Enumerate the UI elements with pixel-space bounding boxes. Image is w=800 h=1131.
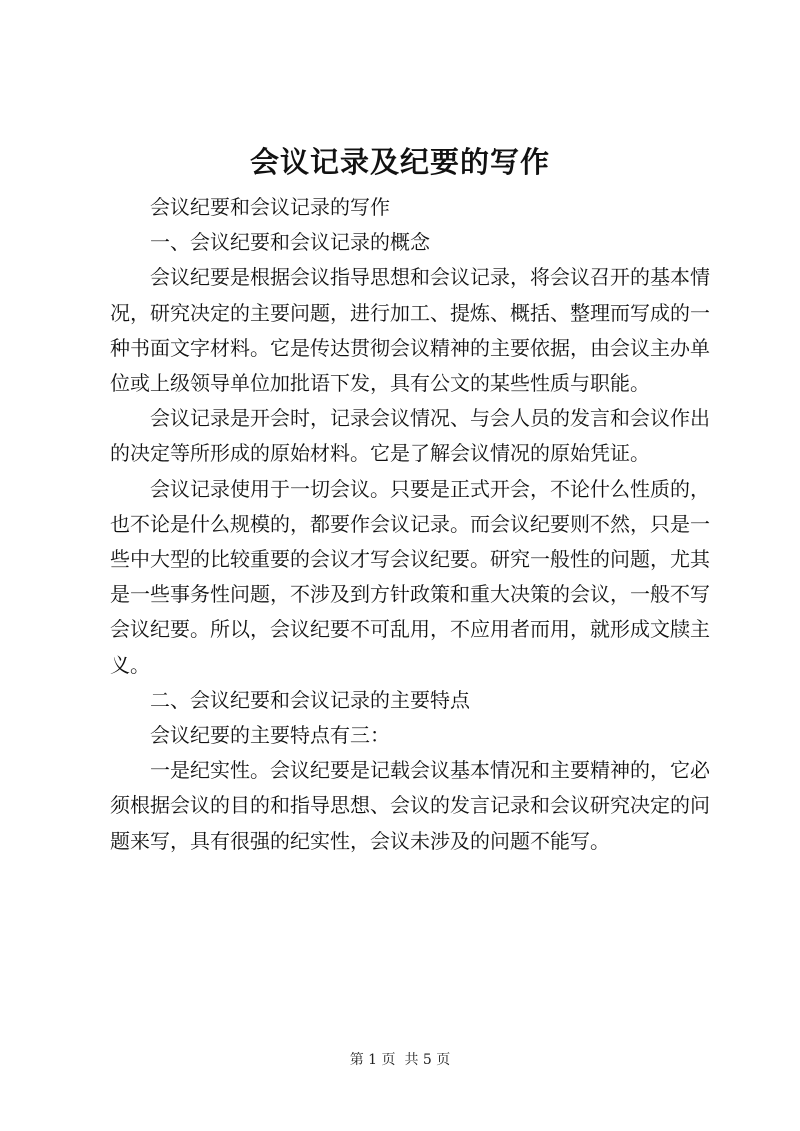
page-number: 第 1 页 共 5 页 — [349, 1052, 451, 1068]
paragraph-features-intro: 会议纪要的主要特点有三： — [150, 723, 390, 748]
document-body — [110, 190, 710, 859]
paragraph-usage: 会议记录使用于一切会议。只要是正式开会，不论什么性质的，也不论是什么规模的，都要作会议记录。而会议纪要则不然，只是一些中大型的比较重要的会议才写会议纪要。研究一般性的问题，尤其是一些事务性问题，不涉及到方针政策和重大决策的会议，一般不写会议纪要。所以，会议纪要不可乱用，不应用者而用，就形成文牍主义。 — [110, 476, 710, 677]
section-heading-1: 一、会议纪要和会议记录的概念 — [150, 230, 430, 255]
paragraph-definition-minutes-summary: 会议纪要是根据会议指导思想和会议记录，将会议召开的基本情况，研究决定的主要问题，进行加工、提炼、概括、整理而写成的一种书面文字材料。它是传达贯彻会议精神的主要依据，由会议主办单位或上级领导单位加批语下发，具有公文的某些性质与职能。 — [110, 265, 710, 396]
paragraph-subtitle: 会议纪要和会议记录的写作 — [150, 195, 390, 219]
section-heading-2: 二、会议纪要和会议记录的主要特点 — [150, 687, 470, 712]
paragraph-definition-minutes-record: 会议记录是开会时，记录会议情况、与会人员的发言和会议作出的决定等所形成的原始材料。它是了解会议情况的原始凭证。 — [110, 406, 710, 466]
document-title: 会议记录及纪要的写作 — [249, 145, 550, 179]
paragraph-feature-1: 一是纪实性。会议纪要是记载会议基本情况和主要精神的，它必须根据会议的目的和指导思想、会议的发言记录和会议研究决定的问题来写，具有很强的纪实性，会议未涉及的问题不能写。 — [110, 758, 710, 853]
page-footer — [0, 1049, 800, 1069]
